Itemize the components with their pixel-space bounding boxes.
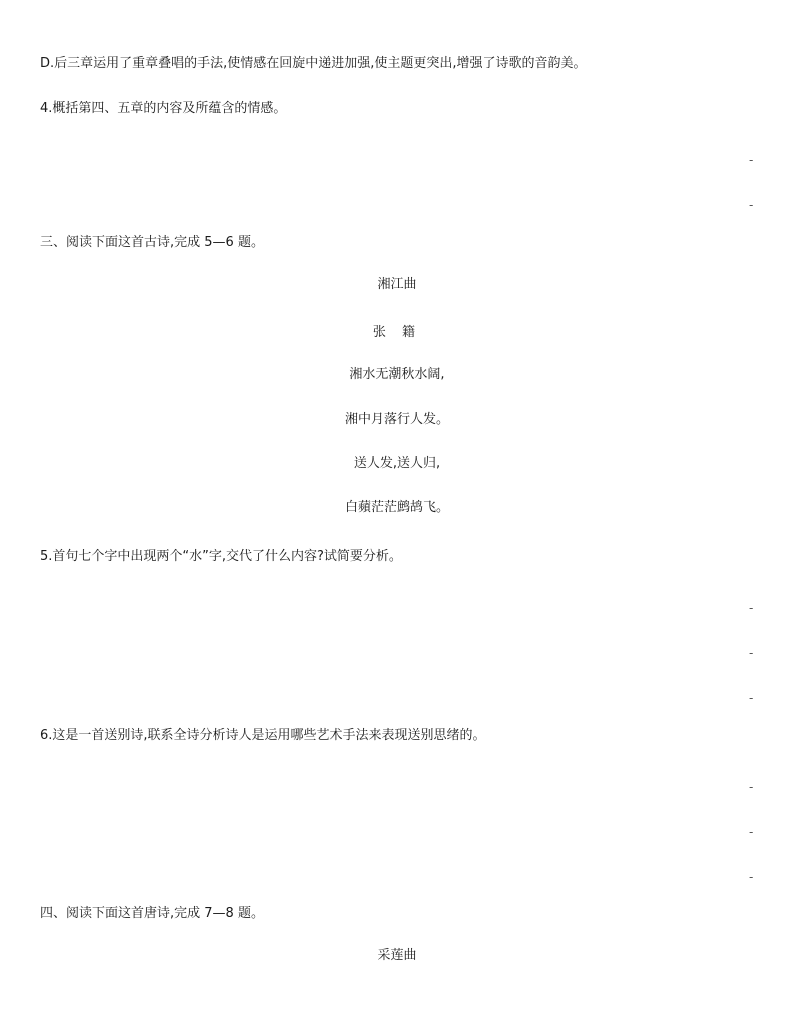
answer-line-marker: - xyxy=(749,601,754,615)
answer-line-marker: - xyxy=(749,198,754,212)
answer-line-marker: - xyxy=(749,153,754,167)
poem-title: 采莲曲 xyxy=(377,948,417,963)
poem-line: 白蘋茫茫鹧鸪飞。 xyxy=(344,500,449,515)
section-4-heading: 四、阅读下面这首唐诗,完成 7—8 题。 xyxy=(40,906,264,921)
question-3-option-d: D.后三章运用了重章叠唱的手法,使情感在回旋中递进加强,使主题更突出,增强了诗歌的音韵美。 xyxy=(40,56,587,71)
answer-line-marker: - xyxy=(749,691,754,705)
question-4: 4.概括第四、五章的内容及所蕴含的情感。 xyxy=(40,101,287,116)
answer-line-marker: - xyxy=(749,870,754,884)
poem-line: 送人发,送人归, xyxy=(353,456,441,471)
poem-line: 湘中月落行人发。 xyxy=(344,412,449,427)
poem-author: 张 籍 xyxy=(372,325,422,340)
poem-title: 湘江曲 xyxy=(377,277,417,292)
answer-line-marker: - xyxy=(749,780,754,794)
question-6: 6.这是一首送别诗,联系全诗分析诗人是运用哪些艺术手法来表现送别思绪的。 xyxy=(40,728,486,743)
section-3-heading: 三、阅读下面这首古诗,完成 5—6 题。 xyxy=(40,235,264,250)
question-5: 5.首句七个字中出现两个“水”字,交代了什么内容?试简要分析。 xyxy=(40,549,402,564)
answer-line-marker: - xyxy=(749,825,754,839)
poem-line: 湘水无潮秋水阔, xyxy=(349,367,445,382)
answer-line-marker: - xyxy=(749,646,754,660)
